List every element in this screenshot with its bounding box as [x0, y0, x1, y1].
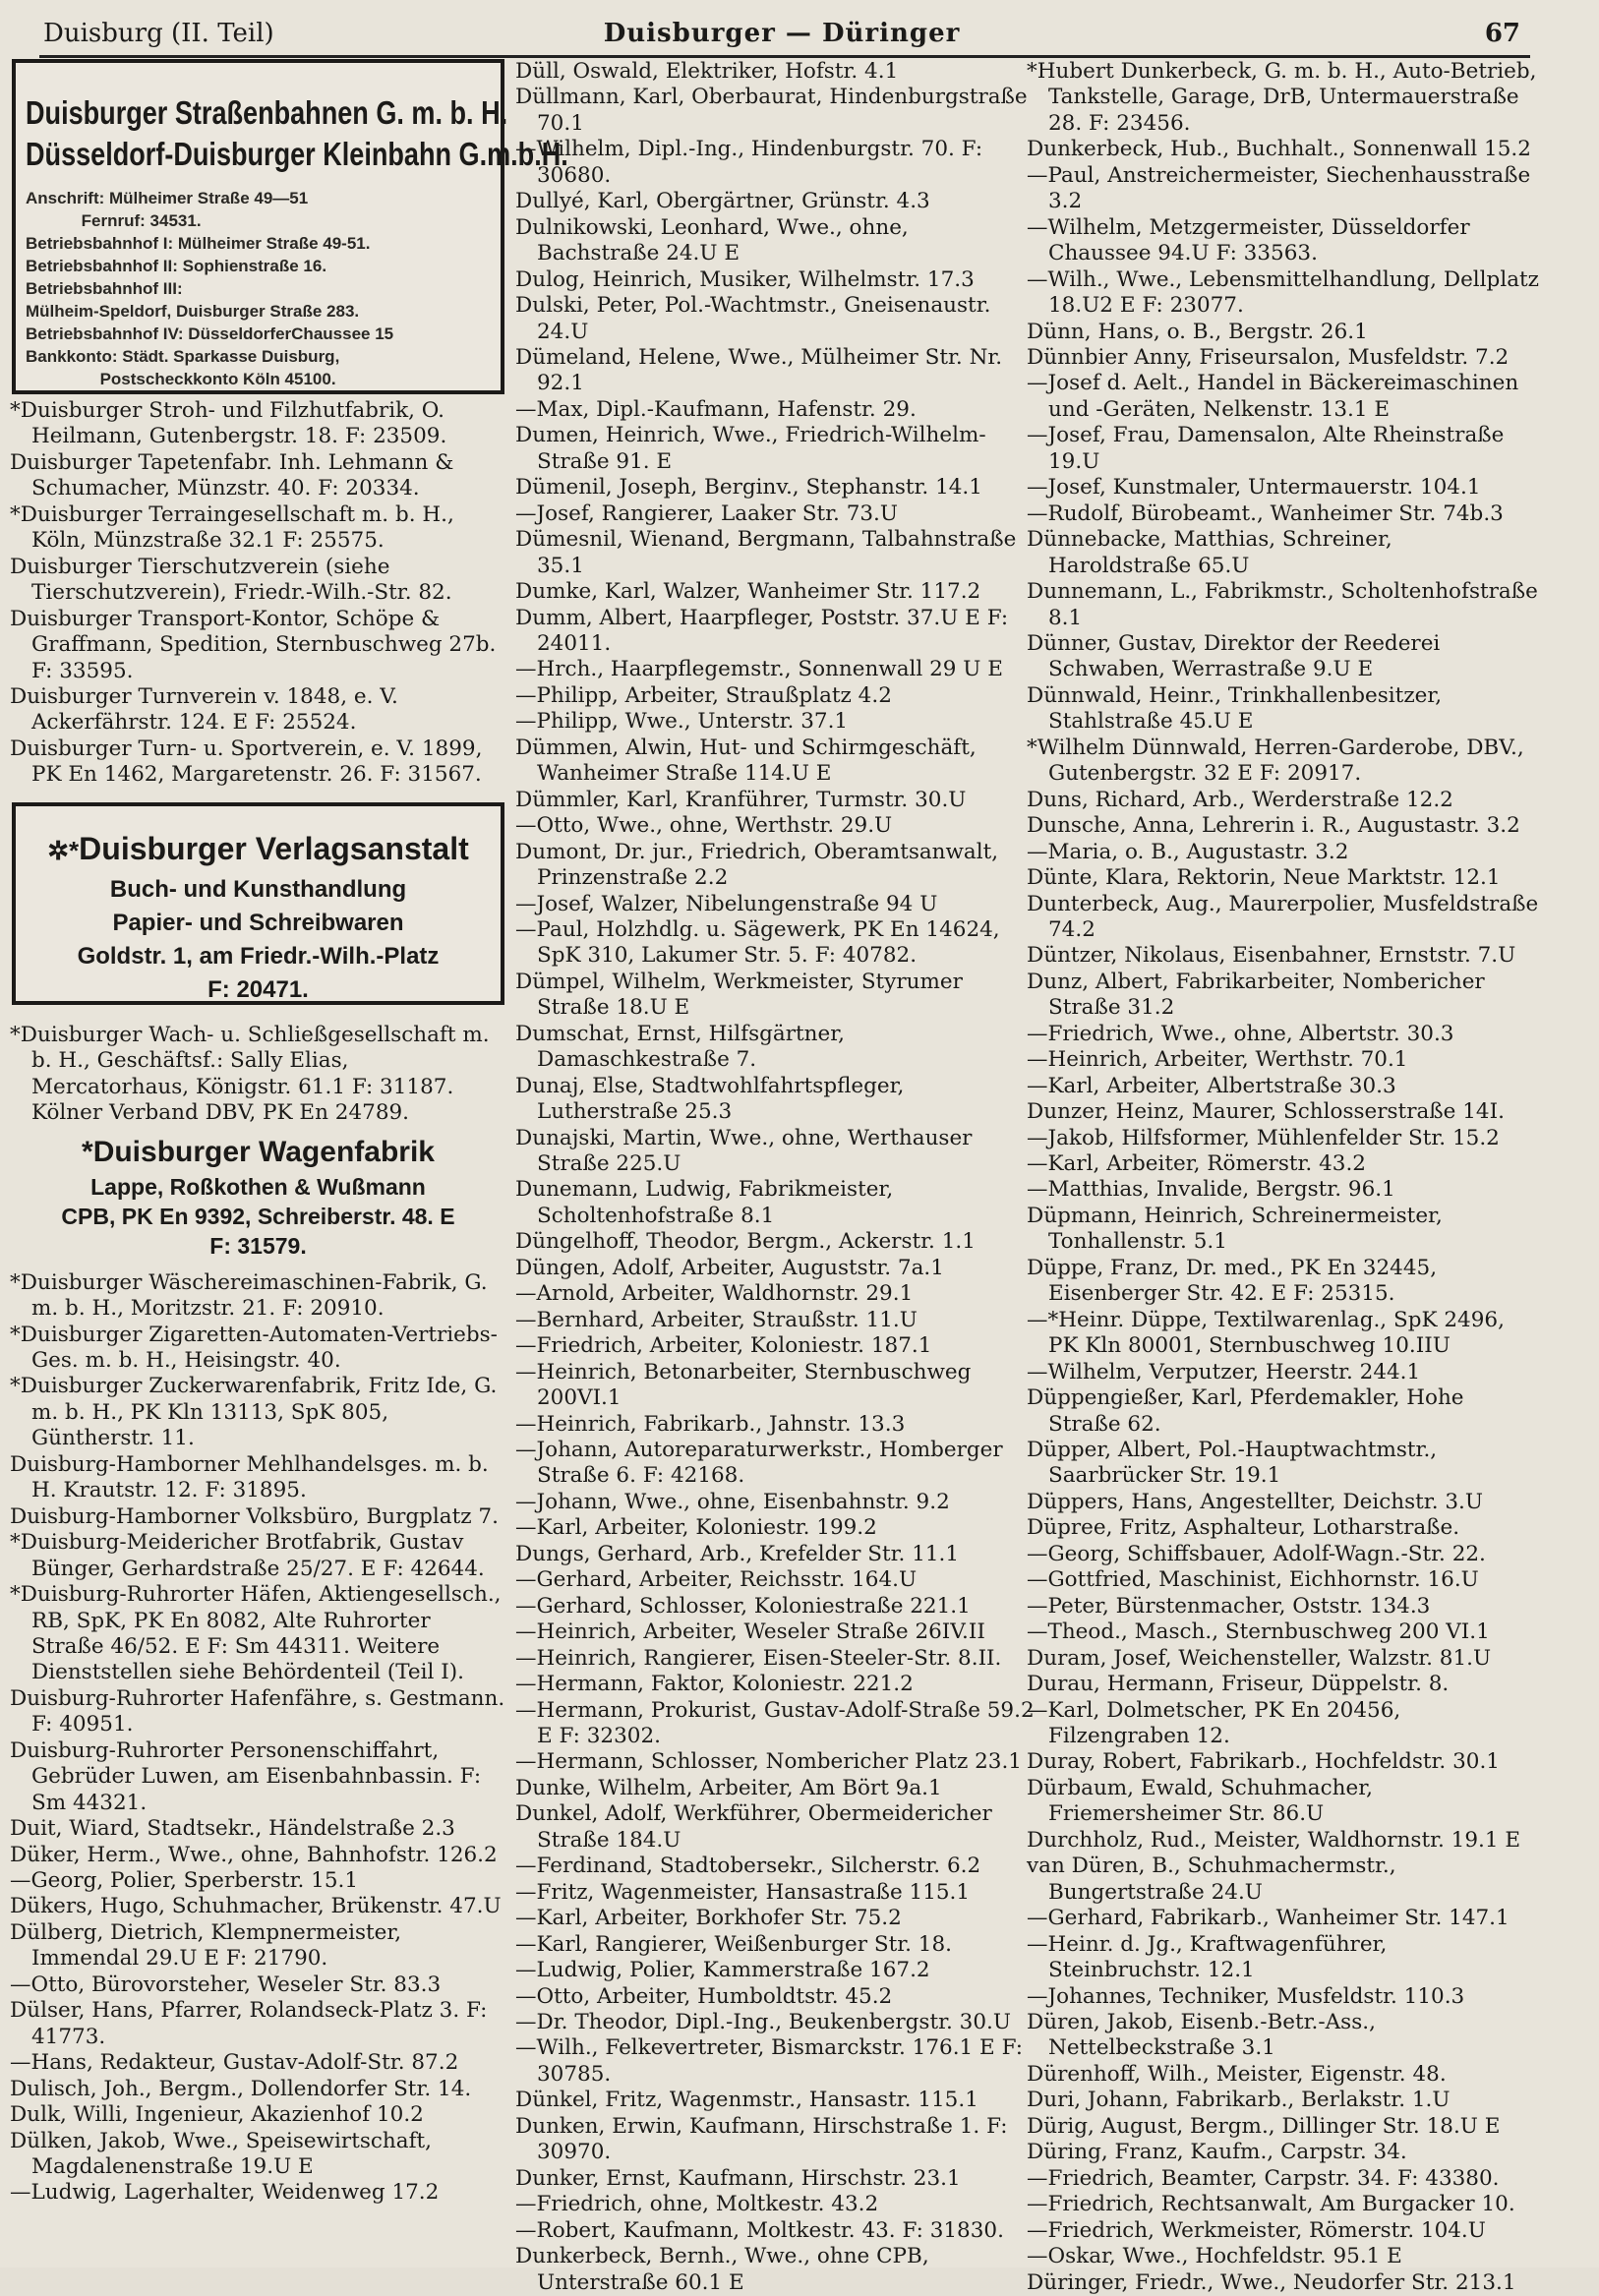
directory-entry: Duns, Richard, Arb., Werderstraße 12.2: [1027, 787, 1453, 812]
directory-entry: —Karl, Arbeiter, Albertstraße 30.3: [1027, 1073, 1396, 1098]
directory-entry: Düringer, Friedr., Wwe., Neudorfer Str. 213.1: [1027, 2269, 1516, 2295]
directory-entry: *Duisburger Zigaretten-Automaten-Vertriebs-Ges. m. b. H., Heisingstr. 40.: [10, 1322, 498, 1373]
directory-entry: —Josef d. Aelt., Handel in Bäckereimaschinen und -Geräten, Nelkenstr. 13.1 E: [1027, 371, 1519, 422]
directory-entry: —Karl, Arbeiter, Römerstr. 43.2: [1027, 1151, 1366, 1177]
ad-wagenfabrik-title: *Duisburger Wagenfabrik: [82, 1135, 435, 1168]
directory-entry: Dunkerbeck, Hub., Buchhalt., Sonnenwall 15.2: [1027, 137, 1531, 162]
directory-entry: Duisburger Turnverein v. 1848, e. V. Ackerfährstr. 124. E F: 25524.: [10, 683, 398, 736]
directory-entry: —Dr. Theodor, Dipl.-Ing., Beukenbergstr. 30.U: [515, 2009, 1011, 2034]
directory-entry: Duisburger Transport-Kontor, Schöpe & Graffmann, Spedition, Sternbuschweg 27b. F: 33595.: [10, 606, 497, 683]
directory-entry: —Johann, Wwe., ohne, Eisenbahnstr. 9.2: [515, 1489, 950, 1514]
directory-entry: Dumont, Dr. jur., Friedrich, Oberamtsanwalt, Prinzenstraße 2.2: [515, 839, 999, 891]
directory-entry: Dülberg, Dietrich, Klempnermeister, Immendal 29.U E F: 21790.: [10, 1919, 402, 1972]
ad-verlag-line3: Goldstr. 1, am Friedr.-Wilh.-Platz: [77, 942, 440, 970]
directory-entry: Dulski, Peter, Pol.-Wachtmstr., Gneisenaustr. 24.U: [515, 293, 991, 344]
directory-entry: Dunajski, Martin, Wwe., ohne, Werthauser Straße 225.U: [515, 1125, 973, 1177]
ad-wagenfabrik-line3: F: 31579.: [209, 1232, 307, 1259]
directory-entry: —Wilhelm, Verputzer, Heerstr. 244.1: [1027, 1359, 1421, 1384]
ad-wagenfabrik-line1: Lappe, Roßkothen & Wußmann: [90, 1173, 426, 1200]
directory-entry: Dülser, Hans, Pfarrer, Rolandseck-Platz 3. F: 41773.: [10, 1998, 488, 2049]
directory-entry: Dunemann, Ludwig, Fabrikmeister, Scholtenhofstraße 8.1: [515, 1177, 894, 1228]
directory-entry: Duisburger Tierschutzverein (siehe Tierschutzverein), Friedr.-Wilh.-Str. 82.: [10, 554, 452, 606]
directory-entry: —Theod., Masch., Sternbuschweg 200 VI.1: [1027, 1619, 1490, 1645]
page-header: [43, 14, 1520, 53]
directory-entry: —Josef, Rangierer, Laaker Str. 73.U: [515, 500, 899, 526]
directory-entry: Dumen, Heinrich, Wwe., Friedrich-Wilhelm-Straße 91. E: [515, 423, 986, 474]
directory-entry: —Friedrich, Wwe., ohne, Albertstr. 30.3: [1027, 1021, 1454, 1046]
directory-entry: —Josef, Walzer, Nibelungenstraße 94 U: [515, 891, 938, 916]
directory-entry: —Jakob, Hilfsformer, Mühlenfelder Str. 15.2: [1027, 1125, 1500, 1150]
directory-entry: —Arnold, Arbeiter, Waldhornstr. 29.1: [515, 1281, 914, 1307]
directory-entry: —Hermann, Prokurist, Gustav-Adolf-Straße 59.2 E F: 32302.: [515, 1697, 1035, 1748]
directory-entry: —Georg, Schiffsbauer, Adolf-Wagn.-Str. 22.: [1027, 1541, 1486, 1566]
directory-entry: Dünnebacke, Matthias, Schreiner, Haroldstraße 65.U: [1027, 527, 1392, 578]
directory-entry: Duit, Wiard, Stadtsekr., Händelstraße 2.3: [10, 1816, 455, 1842]
directory-entry: —Johannes, Techniker, Musfeldstr. 110.3: [1027, 1983, 1465, 2009]
directory-entry: —Otto, Arbeiter, Humboldtstr. 45.2: [515, 1983, 893, 2009]
directory-entry: —Fritz, Wagenmeister, Hansastraße 115.1: [515, 1879, 971, 1905]
directory-entry: —Paul, Anstreichermeister, Siechenhausstraße 3.2: [1027, 162, 1531, 214]
directory-entry: Düngen, Adolf, Arbeiter, Auguststr. 7a.1: [515, 1255, 944, 1280]
header-center: Duisburger — Düringer: [603, 19, 961, 48]
directory-entry: —Georg, Polier, Sperberstr. 15.1: [10, 1868, 359, 1894]
directory-entry: *Wilhelm Dünnwald, Herren-Garderobe, DBV., Gutenbergstr. 32 E F: 20917.: [1027, 735, 1524, 787]
directory-entry: —Robert, Kaufmann, Moltkestr. 43. F: 31830.: [515, 2217, 1004, 2243]
directory-entry: Düppe, Franz, Dr. med., PK En 32445, Eisenberger Str. 42. E F: 25315.: [1027, 1255, 1438, 1307]
directory-entry: Dünte, Klara, Rektorin, Neue Marktstr. 12.1: [1027, 865, 1501, 891]
directory-entry: —Josef, Frau, Damensalon, Alte Rheinstraße 19.U: [1027, 423, 1505, 474]
directory-entry: Duisburg-Ruhrorter Personenschiffahrt, Gebrüder Luwen, am Eisenbahnbassin. F: Sm 44321.: [10, 1737, 482, 1815]
directory-entry: van Düren, B., Schuhmachermstr., Bungertstraße 24.U: [1027, 1854, 1396, 1905]
directory-entry: Durchholz, Rud., Meister, Waldhornstr. 19.1 E: [1027, 1827, 1521, 1853]
directory-entry: Dulog, Heinrich, Musiker, Wilhelmstr. 17.3: [515, 266, 975, 292]
directory-entry: *Duisburger Wäschereimaschinen-Fabrik, G. m. b. H., Moritzstr. 21. F: 20910.: [10, 1269, 488, 1322]
directory-entry: Dumm, Albert, Haarpfleger, Poststr. 37.U E F: 24011.: [515, 605, 1009, 656]
directory-entry: Duray, Robert, Fabrikarb., Hochfeldstr. 30.1: [1027, 1749, 1500, 1775]
directory-entry: —Philipp, Wwe., Unterstr. 37.1: [515, 709, 849, 735]
directory-entry: Düker, Herm., Wwe., ohne, Bahnhofstr. 126.2: [10, 1842, 498, 1867]
directory-entry: Duisburg-Ruhrorter Hafenfähre, s. Gestmann. F: 40951.: [10, 1685, 505, 1737]
directory-entry: —Friedrich, Werkmeister, Römerstr. 104.U: [1027, 2217, 1486, 2243]
directory-entry: —Wilh., Felkevertreter, Bismarckstr. 176.1 E F: 30785.: [515, 2035, 1023, 2087]
directory-entry: Dulk, Willi, Ingenieur, Akazienhof 10.2: [10, 2102, 424, 2128]
ad-wagenfabrik-line2: CPB, PK En 9392, Schreiberstr. 48. E: [61, 1203, 455, 1229]
directory-entry: Düppers, Hans, Angestellter, Deichstr. 3.U: [1027, 1489, 1484, 1514]
directory-entry: —Gottfried, Maschinist, Eichhornstr. 16.U: [1027, 1567, 1479, 1593]
directory-entry: *Duisburger Zuckerwarenfabrik, Fritz Ide, G. m. b. H., PK Kln 13113, SpK 805, Güntherstr. 11.: [10, 1374, 498, 1451]
directory-entry: *Duisburg-Meidericher Brotfabrik, Gustav Bünger, Gerhardstraße 25/27. E F: 42644.: [10, 1530, 485, 1581]
directory-entry: —Wilhelm, Dipl.-Ing., Hindenburgstr. 70. F: 30680.: [515, 137, 983, 188]
directory-entry: Duri, Johann, Fabrikarb., Berlakstr. 1.U: [1027, 2088, 1451, 2113]
directory-entry: *Duisburger Terraingesellschaft m. b. H., Köln, Münzstraße 32.1 F: 25575.: [10, 501, 454, 554]
directory-entry: Dükers, Hugo, Schuhmacher, Brükenstr. 47.U: [10, 1894, 502, 1919]
directory-entry: —Philipp, Arbeiter, Straußplatz 4.2: [515, 682, 892, 708]
directory-entry: —Paul, Holzhdlg. u. Sägewerk, PK En 14624, SpK 310, Lakumer Str. 5. F: 40782.: [515, 916, 1000, 969]
ad-wagenfabrik: [10, 1133, 506, 1261]
directory-entry: Duisburger Tapetenfabr. Inh. Lehmann & Schumacher, Münzstr. 40. F: 20334.: [10, 449, 454, 501]
column-1-entries-c: [10, 1270, 506, 2207]
directory-entry: Düppengießer, Karl, Pferdemakler, Hohe Straße 62.: [1027, 1385, 1464, 1437]
directory-entry: *Hubert Dunkerbeck, G. m. b. H., Auto-Betrieb, Tankstelle, Garage, DrB, Untermauerstraße 28. F: 23456.: [1027, 59, 1537, 136]
directory-entry: Düll, Oswald, Elektriker, Hofstr. 4.1: [515, 59, 899, 84]
directory-entry: Dunaj, Else, Stadtwohlfahrtspfleger, Lutherstraße 25.3: [515, 1073, 905, 1125]
directory-entry: Duisburg-Hamborner Volksbüro, Burgplatz 7.: [10, 1503, 499, 1529]
directory-entry: Dunz, Albert, Fabrikarbeiter, Nombericher Straße 31.2: [1027, 969, 1485, 1021]
directory-entry: —Otto, Wwe., ohne, Werthstr. 29.U: [515, 813, 893, 839]
directory-entry: Dümpel, Wilhelm, Werkmeister, Styrumer Straße 18.U E: [515, 969, 963, 1021]
column-1-entries-a: [10, 398, 506, 789]
directory-entry: Dulisch, Joh., Bergm., Dollendorfer Str. 14.: [10, 2076, 472, 2101]
directory-entry: —*Heinr. Düppe, Textilwarenlag., SpK 2496, PK Kln 80001, Sternbuschweg 10.IIU: [1027, 1307, 1505, 1359]
directory-entry: —Karl, Arbeiter, Borkhofer Str. 75.2: [515, 1906, 902, 1931]
directory-entry: Dümenil, Joseph, Berginv., Stephanstr. 14.1: [515, 475, 982, 500]
ad-strassenbahnen-info: Anschrift: Mülheimer Straße 49—51 Fernruf: 34531. Betriebsbahnhof I: Mülheimer Straße 49-51. Betriebsbahnhof II: Sophienstraße 16. Betriebsbahnhof III: Mülheim-Speldorf, Duisburger Straße 283. Betriebsbahnhof IV: DüsseldorferChaussee 15 Bankkonto: Städt. Sparkasse Duisburg, Postscheckkonto Köln 45100.: [26, 189, 394, 388]
directory-entry: —Heinr. d. Jg., Kraftwagenführer, Steinbruchstr. 12.1: [1027, 1931, 1388, 1983]
directory-entry: Dünn, Hans, o. B., Bergstr. 26.1: [1027, 319, 1368, 344]
ad-verlag-title: Duisburger Verlagsanstalt: [79, 830, 469, 866]
directory-entry: —Hrch., Haarpflegemstr., Sonnenwall 29 U E: [515, 657, 1003, 682]
directory-entry: Dumschat, Ernst, Hilfsgärtner, Damaschkestraße 7.: [515, 1021, 845, 1073]
directory-entry: Dünner, Gustav, Direktor der Reederei Schwaben, Werrastraße 9.U E: [1027, 630, 1441, 682]
directory-entry: —Ferdinand, Stadtobersekr., Silcherstr. 6.2: [515, 1854, 981, 1879]
directory-entry: —Josef, Kunstmaler, Untermauerstr. 104.1: [1027, 475, 1481, 500]
directory-entry: —Ludwig, Lagerhalter, Weidenweg 17.2: [10, 2180, 440, 2206]
directory-entry: —Otto, Bürovorsteher, Weseler Str. 83.3: [10, 1972, 442, 1997]
directory-entry: Dunsche, Anna, Lehrerin i. R., Augustastr. 3.2: [1027, 813, 1520, 839]
directory-entry: Dülken, Jakob, Wwe., Speisewirtschaft, Magdalenenstraße 19.U E: [10, 2128, 433, 2180]
directory-entry: Düllmann, Karl, Oberbaurat, Hindenburgstraße 70.1: [515, 85, 1028, 136]
directory-entry: Dunkel, Adolf, Werkführer, Obermeidericher Straße 184.U: [515, 1801, 992, 1853]
directory-entry: Dunken, Erwin, Kaufmann, Hirschstraße 1. F: 30970.: [515, 2113, 1008, 2165]
column-2: [515, 59, 1036, 2295]
directory-entry: —Wilh., Wwe., Lebensmittelhandlung, Dellplatz 18.U2 E F: 23077.: [1027, 266, 1539, 319]
directory-entry: —Heinrich, Fabrikarb., Jahnstr. 13.3: [515, 1411, 906, 1437]
directory-entry: Dürbaum, Ewald, Schuhmacher, Friemersheimer Str. 86.U: [1027, 1775, 1373, 1827]
directory-entry: —Hans, Redakteur, Gustav-Adolf-Str. 87.2: [10, 2050, 459, 2076]
star-icon: ✲*: [47, 835, 80, 865]
ad-strassenbahnen-title: Duisburger Straßenbahnen G. m. b. H.: [26, 94, 508, 131]
column-1: [10, 59, 568, 2257]
ad-verlagsanstalt: [12, 802, 504, 1005]
directory-entry: —Wilhelm, Metzgermeister, Düsseldorfer Chaussee 94.U F: 33563.: [1027, 214, 1470, 266]
header-rule: [39, 55, 1530, 58]
directory-entry: —Heinrich, Arbeiter, Werthstr. 70.1: [1027, 1047, 1408, 1073]
ad-verlag-line1: Buch- und Kunsthandlung: [109, 875, 407, 903]
directory-entry: —Max, Dipl.-Kaufmann, Hafenstr. 29.: [515, 396, 917, 422]
directory-entry: Dullyé, Karl, Obergärtner, Grünstr. 4.3: [515, 189, 930, 214]
directory-entry: —Hermann, Faktor, Koloniestr. 221.2: [515, 1672, 914, 1697]
directory-entry: Dümeland, Helene, Wwe., Mülheimer Str. Nr. 92.1: [515, 344, 1003, 396]
header-left: Duisburg (II. Teil): [43, 19, 274, 48]
directory-entry: Düring, Franz, Kaufm., Carpstr. 34.: [1027, 2140, 1407, 2165]
directory-entry: *Duisburg-Ruhrorter Häfen, Aktiengesellsch., RB, SpK, PK En 8082, Alte Ruhrorter Straße 46/52. E F: Sm 44311. Weitere Dienststellen siehe Behördenteil (Teil I).: [10, 1582, 502, 1685]
directory-entry: —Friedrich, ohne, Moltkestr. 43.2: [515, 2192, 879, 2217]
directory-entry: Dünnwald, Heinr., Trinkhallenbesitzer, Stahlstraße 45.U E: [1027, 682, 1443, 735]
directory-entry: Düpmann, Heinrich, Schreinermeister, Tonhallenstr. 5.1: [1027, 1203, 1443, 1255]
directory-entry: Dungs, Gerhard, Arb., Krefelder Str. 11.1: [515, 1541, 960, 1566]
ad-strassenbahnen: [12, 59, 568, 394]
directory-entry: Düpree, Fritz, Asphalteur, Lotharstraße.: [1027, 1515, 1460, 1541]
directory-entry: Dümesnil, Wienand, Bergmann, Talbahnstraße 35.1: [515, 527, 1017, 578]
directory-entry: —Peter, Bürstenmacher, Oststr. 134.3: [1027, 1593, 1431, 1619]
directory-entry: —Oskar, Wwe., Hochfeldstr. 95.1 E: [1027, 2244, 1402, 2269]
directory-entry: —Karl, Arbeiter, Koloniestr. 199.2: [515, 1515, 877, 1541]
page-number: 67: [1484, 19, 1520, 48]
directory-entry: Dunker, Ernst, Kaufmann, Hirschstr. 23.1: [515, 2165, 961, 2191]
directory-entry: Duram, Josef, Weichensteller, Walzstr. 81.U: [1027, 1645, 1492, 1671]
directory-entry: Dumke, Karl, Walzer, Wanheimer Str. 117.2: [515, 579, 981, 605]
directory-entry: *Duisburger Stroh- und Filzhutfabrik, O. Heilmann, Gutenbergstr. 18. F: 23509.: [10, 398, 447, 449]
directory-entry: —Matthias, Invalide, Bergstr. 96.1: [1027, 1177, 1395, 1203]
ad-kleinbahn-title: Düsseldorf-Duisburger Kleinbahn G.m.b.H.: [26, 136, 568, 172]
directory-entry: Dürenhoff, Wilh., Meister, Eigenstr. 48.: [1027, 2061, 1447, 2087]
directory-entry: Dümmler, Karl, Kranführer, Turmstr. 30.U: [515, 787, 967, 812]
directory-entry: Düren, Jakob, Eisenb.-Betr.-Ass., Nettelbeckstraße 3.1: [1027, 2009, 1376, 2061]
directory-entry: —Gerhard, Fabrikarb., Wanheimer Str. 147.1: [1027, 1906, 1510, 1931]
directory-entry: —Rudolf, Bürobeamt., Wanheimer Str. 74b.3: [1027, 500, 1504, 526]
directory-entry: Dunkerbeck, Bernh., Wwe., ohne CPB, Unterstraße 60.1 E: [515, 2244, 929, 2295]
directory-entry: Dümmen, Alwin, Hut- und Schirmgeschäft, Wanheimer Straße 114.U E: [515, 735, 977, 787]
directory-entry: Düpper, Albert, Pol.-Hauptwachtmstr., Saarbrücker Str. 19.1: [1027, 1438, 1438, 1489]
directory-entry: Dürig, August, Bergm., Dillinger Str. 18.U E: [1027, 2113, 1501, 2139]
directory-entry: Dunzer, Heinz, Maurer, Schlosserstraße 14I.: [1027, 1099, 1505, 1125]
column-1-entries-b: [10, 1023, 506, 1127]
directory-entry: —Heinrich, Betonarbeiter, Sternbuschweg 200VI.1: [515, 1359, 972, 1411]
directory-entry: —Karl, Rangierer, Weißenburger Str. 18.: [515, 1931, 953, 1957]
directory-entry: —Heinrich, Arbeiter, Weseler Straße 26IV.II: [515, 1619, 985, 1645]
directory-entry: —Johann, Autoreparaturwerkstr., Homberger Straße 6. F: 42168.: [515, 1438, 1003, 1489]
column-3: [1027, 59, 1540, 2295]
directory-entry: Duisburg-Hamborner Mehlhandelsges. m. b. H. Krautstr. 12. F: 31895.: [10, 1451, 489, 1503]
directory-entry: Duisburger Turn- u. Sportverein, e. V. 1899, PK En 1462, Margaretenstr. 26. F: 31567.: [10, 736, 483, 788]
directory-entry: Dunke, Wilhelm, Arbeiter, Am Bört 9a.1: [515, 1775, 942, 1800]
directory-entry: Düngelhoff, Theodor, Bergm., Ackerstr. 1.1: [515, 1229, 976, 1255]
ad-verlag-line2: Papier- und Schreibwaren: [112, 909, 404, 936]
directory-entry: —Hermann, Schlosser, Nombericher Platz 23.1: [515, 1749, 1022, 1775]
directory-entry: Dunterbeck, Aug., Maurerpolier, Musfeldstraße 74.2: [1027, 891, 1539, 942]
directory-entry: —Gerhard, Arbeiter, Reichsstr. 164.U: [515, 1567, 918, 1593]
directory-entry: *Duisburger Wach- u. Schließgesellschaft m. b. H., Geschäftsf.: Sally Elias, Mercatorhaus, Königstr. 61.1 F: 31187. Kölner Verband DBV, PK En 24789.: [10, 1022, 490, 1126]
ad-verlag-line4: F: 20471.: [207, 975, 309, 1003]
directory-entry: Durau, Hermann, Friseur, Düppelstr. 8.: [1027, 1672, 1450, 1697]
directory-entry: —Ludwig, Polier, Kammerstraße 167.2: [515, 1958, 930, 1983]
directory-entry: —Gerhard, Schlosser, Koloniestraße 221.1: [515, 1593, 971, 1619]
directory-entry: —Heinrich, Rangierer, Eisen-Steeler-Str. 8.II.: [515, 1645, 1002, 1671]
directory-entry: Dunnemann, L., Fabrikmstr., Scholtenhofstraße 8.1: [1027, 579, 1538, 630]
directory-entry: Dünkel, Fritz, Wagenmstr., Hansastr. 115.1: [515, 2088, 978, 2113]
directory-entry: —Friedrich, Beamter, Carpstr. 34. F: 43380.: [1027, 2165, 1500, 2191]
directory-entry: Düntzer, Nikolaus, Eisenbahner, Ernststr. 7.U: [1027, 943, 1516, 969]
directory-entry: —Karl, Dolmetscher, PK En 20456, Filzengraben 12.: [1027, 1697, 1401, 1748]
directory-entry: Dünnbier Anny, Friseursalon, Musfeldstr. 7.2: [1027, 344, 1510, 370]
directory-entry: —Friedrich, Rechtsanwalt, Am Burgacker 10.: [1027, 2192, 1515, 2217]
directory-entry: —Maria, o. B., Augustastr. 3.2: [1027, 839, 1349, 864]
directory-entry: —Friedrich, Arbeiter, Koloniestr. 187.1: [515, 1333, 932, 1359]
directory-entry: —Bernhard, Arbeiter, Straußstr. 11.U: [515, 1307, 918, 1332]
directory-entry: Dulnikowski, Leonhard, Wwe., ohne, Bachstraße 24.U E: [515, 214, 909, 266]
